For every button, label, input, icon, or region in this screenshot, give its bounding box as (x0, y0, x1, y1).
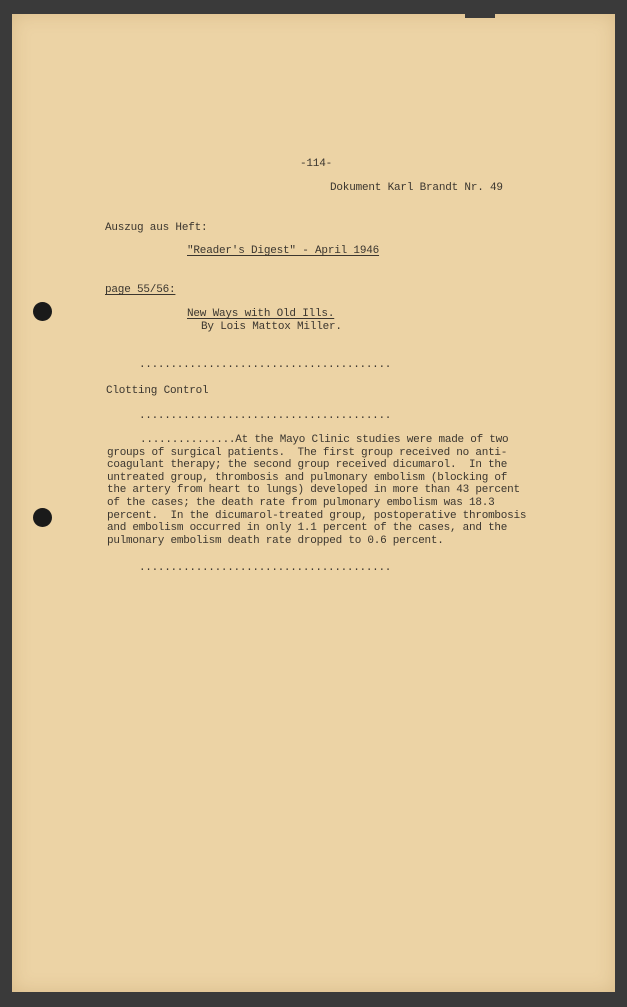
paragraph-line: the artery from heart to lungs) developed in more than 43 percent (107, 484, 520, 497)
dotted-rule-middle: ........................................ (139, 410, 392, 422)
page-number: -114- (300, 158, 333, 170)
punch-hole-bottom (33, 508, 52, 527)
publication-title: "Reader's Digest" - April 1946 (187, 245, 380, 257)
paragraph-line: percent. In the dicumarol-treated group, postoperative thrombosis (107, 509, 527, 522)
document-page (12, 14, 615, 992)
section-heading: Clotting Control (106, 385, 209, 397)
dotted-rule-top: ........................................ (139, 359, 392, 371)
article-title: New Ways with Old Ills. (187, 308, 335, 320)
punch-hole-top (33, 302, 52, 321)
paragraph-line: and embolism occurred in only 1.1 percent of the cases, and the (107, 522, 508, 535)
dotted-rule-bottom: ........................................ (139, 562, 392, 574)
paragraph-line: coagulant therapy; the second group received dicumarol. In the (107, 459, 508, 472)
page-reference: page 55/56: (105, 284, 176, 296)
paragraph-line: ...............At the Mayo Clinic studies were made of two (140, 434, 509, 446)
paragraph-line: of the cases; the death rate from pulmonary embolism was 18.3 (107, 496, 495, 509)
page-edge-mark (465, 14, 495, 18)
document-reference: Dokument Karl Brandt Nr. 49 (330, 182, 503, 194)
extract-label: Auszug aus Heft: (105, 222, 208, 234)
paragraph-line: pulmonary embolism death rate dropped to 0.6 percent. (107, 534, 444, 547)
article-paragraph (107, 434, 526, 547)
paragraph-line: untreated group, thrombosis and pulmonary embolism (blocking of (107, 471, 508, 484)
paragraph-line: groups of surgical patients. The first group received no anti- (107, 446, 508, 459)
article-author: By Lois Mattox Miller. (201, 321, 342, 333)
